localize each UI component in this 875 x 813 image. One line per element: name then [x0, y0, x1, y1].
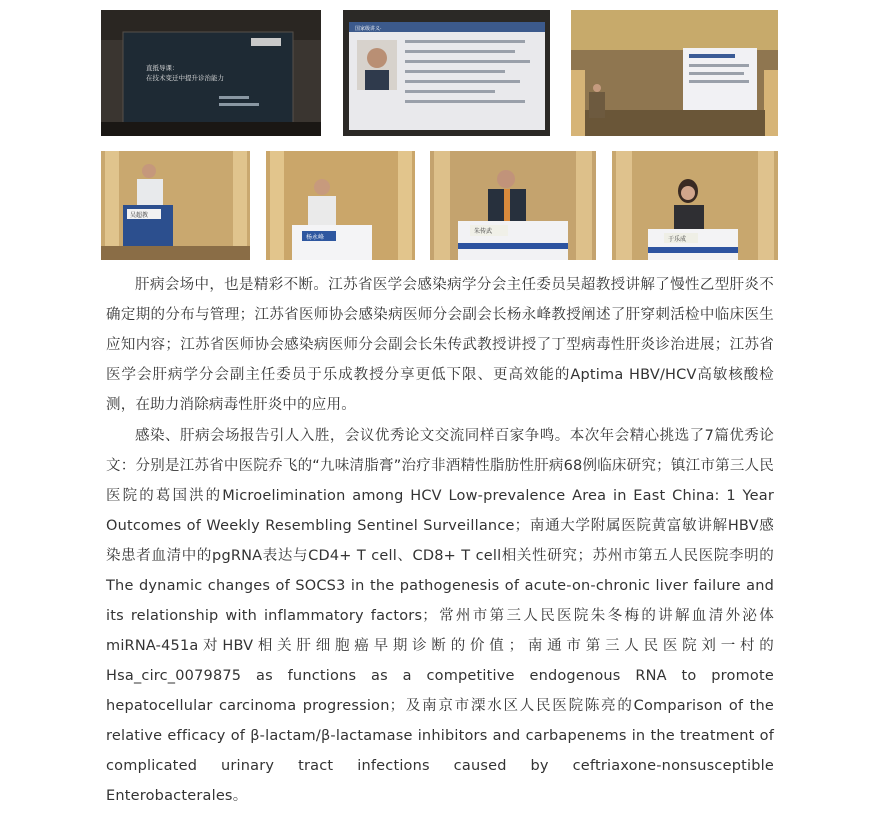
photo-speaker-3 — [430, 151, 596, 260]
nameplate-text: 杨永峰 — [306, 234, 325, 241]
slide-header-text: 国家级讲义· — [355, 26, 382, 32]
photo-speaker-2 — [266, 151, 415, 260]
nameplate-text: 吴超教 — [130, 212, 149, 219]
slide-subtitle-text: 在技术变迁中提升诊治能力 — [146, 74, 224, 82]
article-paragraph-2 — [106, 421, 774, 811]
slide-title-text: 直抵导课： — [146, 64, 179, 72]
nameplate-text: 朱传武 — [474, 228, 493, 235]
photo-lecture-slide-2 — [343, 10, 550, 136]
photo-lecture-slide-1 — [101, 10, 321, 136]
article-paragraph-1 — [106, 270, 774, 420]
photo-stage-speaker — [571, 10, 778, 136]
nameplate-text: 于乐成 — [668, 236, 687, 243]
paragraph-text: 肝病会场中，也是精彩不断。江苏省医学会感染病学分会主任委员吴超教授讲解了慢性乙型肝炎不确定期的分布与管理；江苏省医师协会感染病医师分会副会长杨永峰教授阐述了肝穿刺活检中临床医生应知内容；江苏省医师协会感染病医师分会副会长朱传武教授讲授了丁型病毒性肝炎诊治进展；江苏省医学会肝病学分会副主任委员于乐成教授分享更低下限、更高效能的Aptima HBV/HCV高敏核酸检测，在助力消除病毒性肝炎中的应用。 — [106, 277, 774, 413]
photo-speaker-1 — [101, 151, 250, 260]
paragraph-text: 感染、肝病会场报告引人入胜，会议优秀论文交流同样百家争鸣。本次年会精心挑选了7篇优秀论文：分别是江苏省中医院乔飞的“九味清脂膏”治疗非酒精性脂肪性肝病68例临床研究；镇江市第三人民医院的葛国洪的Microelimination among HCV Low-prevalence Area in East China: 1 Year Outcomes of Weekly Resembling Sentinel Surveillance；南通大学附属医院黄富敏讲解HBV感染患者血清中的pgRNA表达与CD4+ T cell、CD8+ T cell相关性研究；苏州市第五人民医院李明的The dynamic changes of SOCS3 in the pathogenesis of acute-on-chronic liver failure and its relationship with inflammatory factors；常州市第三人民医院朱冬梅的讲解血清外泌体miRNA-451a对HBV相关肝细胞癌早期诊断的价值；南通市第三人民医院刘一村的Hsa_circ_0079875 as functions as a competitive endogenous RNA to promote hepatocellular carcinoma progression；及南京市溧水区人民医院陈亮的Comparison of the relative efficacy of β-lactam/β-lactamase inhibitors and carbapenems in the treatment of complicated urinary tract infections caused by ceftriaxone-nonsusceptible Enterobacterales。 — [106, 428, 774, 804]
photo-speaker-4 — [612, 151, 778, 260]
